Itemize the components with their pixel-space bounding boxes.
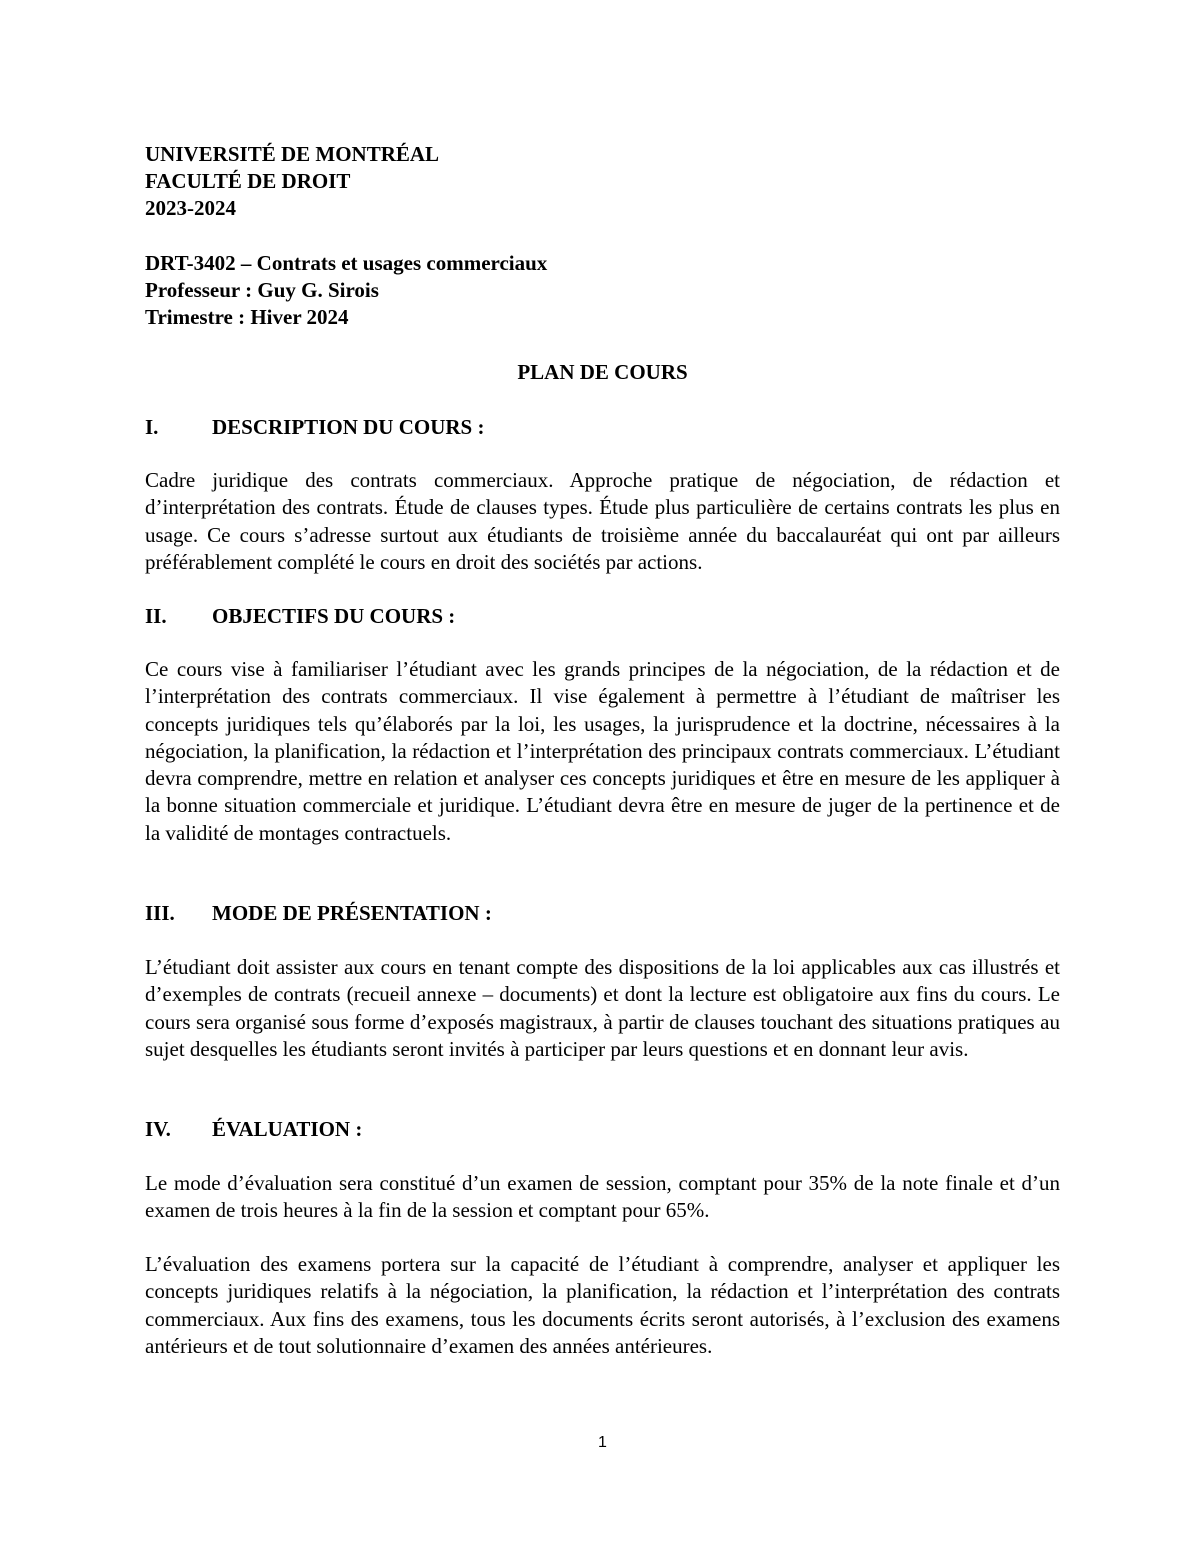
academic-year: 2023-2024 bbox=[145, 196, 236, 220]
section-heading-evaluation bbox=[145, 1116, 362, 1143]
section-number: I. bbox=[145, 415, 159, 439]
section-number: III. bbox=[145, 901, 175, 925]
course-code-title: DRT-3402 – Contrats et usages commerciaux bbox=[145, 251, 548, 275]
section-title: ÉVALUATION : bbox=[212, 1117, 363, 1141]
university-name: UNIVERSITÉ DE MONTRÉAL bbox=[145, 142, 440, 166]
section-title: MODE DE PRÉSENTATION : bbox=[212, 901, 492, 925]
section-paragraph: L’évaluation des examens portera sur la capacité de l’étudiant à comprendre, analyser et appliquer les concepts juridiques relatifs à la négociation, la planification, la rédaction et l’interprétation des contrats commerciaux. Aux fins des examens, tous les documents écrits seront autorisés, à l’exclusion des examens antérieurs et de tout solutionnaire d’examen des années antérieures. bbox=[145, 1252, 1060, 1358]
section-title: OBJECTIFS DU COURS : bbox=[212, 604, 456, 628]
section-paragraph: L’étudiant doit assister aux cours en tenant compte des dispositions de la loi applicables aux cas illustrés et d’exemples de contrats (recueil annexe – documents) et dont la lecture est obligatoire aux fins du cours. Le cours sera organisé sous forme d’exposés magistraux, à partir de clauses touchant des situations pratiques au sujet desquelles les étudiants seront invités à participer par leurs questions et en donnant leur avis. bbox=[145, 955, 1060, 1061]
faculty-name: FACULTÉ DE DROIT bbox=[145, 169, 351, 193]
section-heading-description bbox=[145, 414, 484, 441]
section-paragraph: Le mode d’évaluation sera constitué d’un examen de session, comptant pour 35% de la note finale et d’un examen de trois heures à la fin de la session et comptant pour 65%. bbox=[145, 1171, 1060, 1223]
course-professor: Professeur : Guy G. Sirois bbox=[145, 278, 379, 302]
page-number: 1 bbox=[598, 1434, 607, 1451]
section-title: DESCRIPTION DU COURS : bbox=[212, 415, 485, 439]
section-heading-objectifs bbox=[145, 603, 455, 630]
course-term: Trimestre : Hiver 2024 bbox=[145, 305, 349, 329]
section-paragraph: Ce cours vise à familiariser l’étudiant avec les grands principes de la négociation, de la rédaction et de l’interprétation des contrats commerciaux. Il vise également à permettre à l’étudiant de maîtriser les concepts juridiques tels qu’élaborés par la loi, les usages, la jurisprudence et la doctrine, nécessaires à la négociation, la planification, la rédaction et l’interprétation des principaux contrats commerciaux. L’étudiant devra comprendre, mettre en relation et analyser ces concepts juridiques et être en mesure de les appliquer à la bonne situation commerciale et juridique. L’étudiant devra être en mesure de juger de la pertinence et de la validité de montages contractuels. bbox=[145, 657, 1060, 845]
section-number: IV. bbox=[145, 1117, 171, 1141]
plan-title: PLAN DE COURS bbox=[517, 360, 688, 384]
document-page bbox=[145, 0, 1060, 1553]
section-number: II. bbox=[145, 604, 167, 628]
section-heading-presentation bbox=[145, 900, 492, 927]
section-paragraph: Cadre juridique des contrats commerciaux. Approche pratique de négociation, de rédaction et d’interprétation des contrats. Étude de clauses types. Étude plus particulière de certains contrats les plus en usage. Ce cours s’adresse surtout aux étudiants de troisième année du baccalauréat qui ont par ailleurs préférablement complété le cours en droit des sociétés par actions. bbox=[145, 468, 1060, 574]
